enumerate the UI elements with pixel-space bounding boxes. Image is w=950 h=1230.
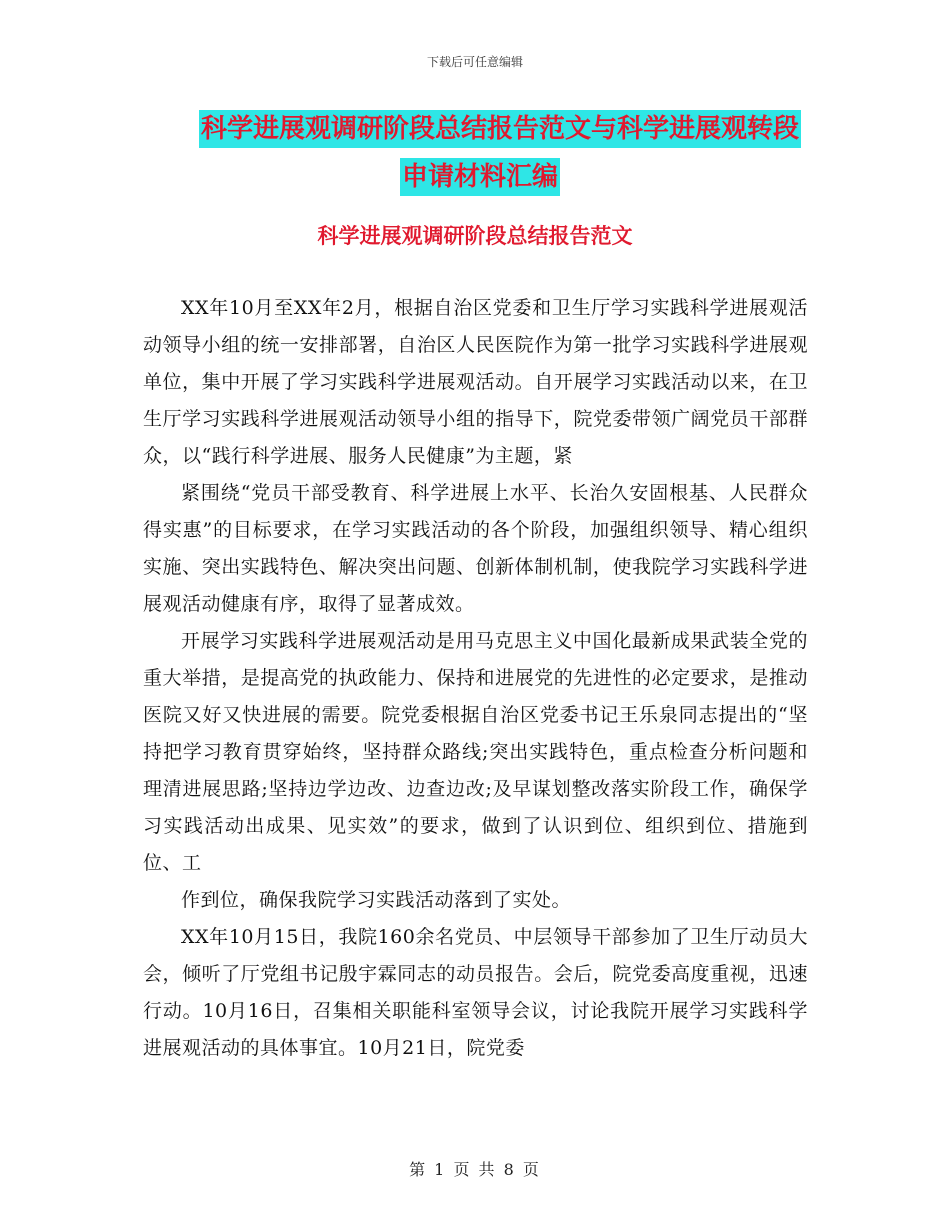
section-heading: 科学进展观调研阶段总结报告范文 [317,224,633,248]
paragraph-1: XX年10月至XX年2月，根据自治区党委和卫生厅学习实践科学进展观活动领导小组的统一安排部署，自治区人民医院作为第一批学习实践科学进展观单位，集中开展了学习实践科学进展观活动。自开展学习实践活动以来，在卫生厅学习实践科学进展观活动领导小组的指导下，院党委带领广阔党员干部群众，以“践行科学进展、服务人民健康”为主题，紧 [143,297,808,467]
paragraph-3: 开展学习实践科学进展观活动是用马克思主义中国化最新成果武装全党的重大举措，是提高党的执政能力、保持和进展党的先进性的必定要求，是推动医院又好又快进展的需要。院党委根据自治区党委书记王乐泉同志提出的“坚持把学习教育贯穿始终，坚持群众路线;突出实践特色，重点检查分析问题和理清进展思路;坚持边学边改、边查边改;及早谋划整改落实阶段工作，确保学习实践活动出成果、见实效”的要求，做到了认识到位、组织到位、措施到位、工 [143,630,808,874]
document-title [150,110,810,196]
body-text [143,290,808,1067]
paragraph-4: 作到位，确保我院学习实践活动落到了实处。 [181,889,572,911]
header-note: 下载后可任意编辑 [426,55,523,69]
title-line-1: 科学进展观调研阶段总结报告范文与科学进展观转段 [199,110,801,148]
page-number: 第 1 页 共 8 页 [409,1160,541,1179]
paragraph-5: XX年10月15日，我院160余名党员、中层领导干部参加了卫生厅动员大会，倾听了厅党组书记殷宇霖同志的动员报告。会后，院党委高度重视，迅速行动。10月16日，召集相关职能科室领导会议，讨论我院开展学习实践科学进展观活动的具体事宜。10月21日，院党委 [143,926,808,1059]
title-line-2: 申请材料汇编 [400,158,560,196]
paragraph-2: 紧围绕“党员干部受教育、科学进展上水平、长治久安固根基、人民群众得实惠”的目标要求，在学习实践活动的各个阶段，加强组织领导、精心组织实施、突出实践特色、解决突出问题、创新体制机制，使我院学习实践科学进展观活动健康有序，取得了显著成效。 [143,482,808,615]
